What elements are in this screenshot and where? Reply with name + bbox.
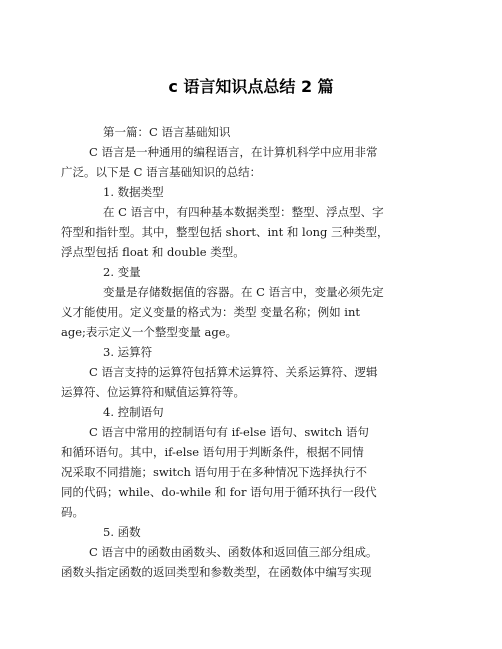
paragraph-line: 义才能使用。定义变量的格式为：类型 变量名称；例如 int: [61, 305, 361, 319]
paragraph-line: C 语言是一种通用的编程语言，在计算机科学中应用非常: [89, 145, 378, 159]
subheading-functions: 5. 函数: [103, 525, 141, 539]
paragraph-line: 运算符、位运算符和赋值运算符等。: [61, 385, 245, 399]
paragraph-line: C 语言中的函数由函数头、函数体和返回值三部分组成。: [89, 545, 378, 559]
paragraph-line: 广泛。以下是 C 语言基础知识的总结：: [61, 165, 262, 179]
subheading-data-types: 1. 数据类型: [103, 185, 164, 199]
paragraph-line: 函数头指定函数的返回类型和参数类型，在函数体中编写实现: [61, 565, 372, 579]
paragraph-line: 变量是存储数据值的容器。在 C 语言中，变量必须先定: [103, 285, 384, 299]
paragraph-line: 况采取不同措施；switch 语句用于在多种情况下选择执行不: [61, 465, 368, 479]
paragraph-line: 和循环语句。其中，if-else 语句用于判断条件，根据不同情: [61, 445, 364, 459]
paragraph-line: 浮点型包括 float 和 double 类型。: [61, 245, 245, 259]
paragraph-line: 码。: [61, 505, 84, 519]
paragraph-line: C 语言支持的运算符包括算术运算符、关系运算符、逻辑: [89, 365, 378, 379]
paragraph-line: C 语言中常用的控制语句有 if-else 语句、switch 语句: [89, 425, 369, 439]
section-heading-part-one: 第一篇：C 语言基础知识: [103, 125, 231, 139]
document-title: c 语言知识点总结 2 篇: [168, 77, 334, 96]
subheading-variables: 2. 变量: [103, 265, 141, 279]
paragraph-line: 符型和指针型。其中，整型包括 short、int 和 long 三种类型，: [61, 225, 389, 239]
paragraph-line: 在 C 语言中，有四种基本数据类型：整型、浮点型、字: [103, 205, 384, 219]
subheading-operators: 3. 运算符: [103, 345, 153, 359]
paragraph-line: 同的代码；while、do-while 和 for 语句用于循环执行一段代: [61, 485, 377, 499]
subheading-control-statements: 4. 控制语句: [103, 405, 164, 419]
paragraph-line: age;表示定义一个整型变量 age。: [61, 325, 238, 339]
